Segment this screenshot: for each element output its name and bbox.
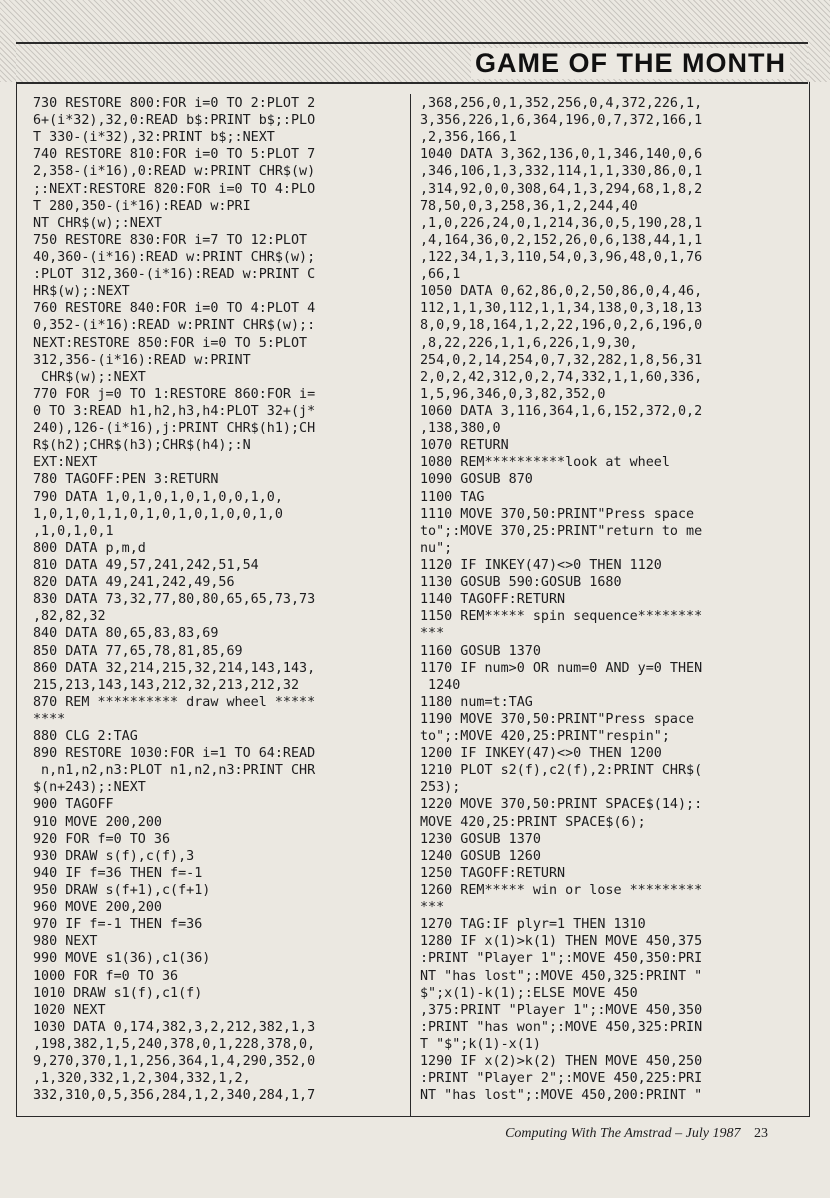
code-line: $";x(1)-k(1);:ELSE MOVE 450 [420, 985, 638, 1001]
code-line: 850 DATA 77,65,78,81,85,69 [33, 643, 243, 659]
code-line: 1180 num=t:TAG [420, 694, 533, 710]
code-line: 1170 IF num>0 OR num=0 AND y=0 THEN [420, 660, 703, 676]
code-line: 760 RESTORE 840:FOR i=0 TO 4:PLOT 4 [33, 301, 316, 317]
code-line: 750 RESTORE 830:FOR i=7 TO 12:PLOT [33, 232, 308, 248]
code-line: ,346,106,1,3,332,114,1,1,330,86,0,1 [420, 164, 703, 180]
code-line: 870 REM ********** draw wheel ***** [33, 694, 316, 710]
code-line: 8,0,9,18,164,1,2,22,196,0,2,6,196,0 [420, 318, 703, 334]
code-line: NT CHR$(w);:NEXT [33, 215, 162, 231]
code-line: 40,360-(i*16):READ w:PRINT CHR$(w); [33, 249, 316, 265]
listing-left-column [33, 95, 417, 1113]
code-line: 1,5,96,346,0,3,82,352,0 [420, 386, 606, 402]
code-line: 1240 [420, 677, 461, 693]
code-line: 1230 GOSUB 1370 [420, 831, 541, 847]
code-line: 830 DATA 73,32,77,80,80,65,65,73,73 [33, 592, 316, 608]
code-line: ,1,0,226,24,0,1,214,36,0,5,190,28,1 [420, 215, 703, 231]
publication-credit: Computing With The Amstrad – July 1987 [505, 1126, 741, 1141]
code-line: MOVE 420,25:PRINT SPACE$(6); [420, 814, 646, 830]
code-line: 730 RESTORE 800:FOR i=0 TO 2:PLOT 2 [33, 96, 316, 111]
code-line: 770 FOR j=0 TO 1:RESTORE 860:FOR i= [33, 386, 316, 402]
code-line: ;:NEXT:RESTORE 820:FOR i=0 TO 4:PLO [33, 181, 316, 197]
code-line: 1080 REM**********look at wheel [420, 455, 670, 471]
code-line: 1060 DATA 3,116,364,1,6,152,372,0,2 [420, 403, 703, 419]
code-line: 1140 TAGOFF:RETURN [420, 592, 566, 608]
code-line: 3,356,226,1,6,364,196,0,7,372,166,1 [420, 113, 703, 129]
code-line: 820 DATA 49,241,242,49,56 [33, 575, 235, 591]
section-title: GAME OF THE MONTH [471, 48, 790, 79]
code-line: :PLOT 312,360-(i*16):READ w:PRINT C [33, 267, 316, 283]
code-line: 940 IF f=36 THEN f=-1 [33, 865, 203, 881]
code-line: T 330-(i*32),32:PRINT b$;:NEXT [33, 130, 275, 146]
code-line: 970 IF f=-1 THEN f=36 [33, 917, 203, 933]
code-line: 1220 MOVE 370,50:PRINT SPACE$(14);: [420, 797, 703, 813]
code-line: 1280 IF x(1)>k(1) THEN MOVE 450,375 [420, 934, 703, 950]
code-line: T "$";k(1)-x(1) [420, 1037, 541, 1053]
code-line: ,4,164,36,0,2,152,26,0,6,138,44,1,1 [420, 232, 703, 248]
code-line: 215,213,143,143,212,32,213,212,32 [33, 677, 300, 693]
code-line: ,122,34,1,3,110,54,0,3,96,48,0,1,76 [420, 249, 703, 265]
code-line: 1270 TAG:IF plyr=1 THEN 1310 [420, 917, 646, 933]
code-line: 1090 GOSUB 870 [420, 472, 533, 488]
code-line: ,138,380,0 [420, 421, 501, 437]
code-line: 980 NEXT [33, 934, 98, 950]
code-line: 900 TAGOFF [33, 797, 114, 813]
code-line: 860 DATA 32,214,215,32,214,143,143, [33, 660, 316, 676]
code-line: 0,352-(i*16):READ w:PRINT CHR$(w);: [33, 318, 316, 334]
code-line: 1240 GOSUB 1260 [420, 848, 541, 864]
code-line: 253); [420, 780, 461, 796]
code-line: *** [420, 626, 445, 642]
code-line: ,1,0,1,0,1 [33, 523, 114, 539]
code-line: 890 RESTORE 1030:FOR i=1 TO 64:READ [33, 746, 316, 762]
page-number: 23 [754, 1126, 768, 1141]
code-line: 950 DRAW s(f+1),c(f+1) [33, 883, 211, 899]
code-line: 2,0,2,42,312,0,2,74,332,1,1,60,336, [420, 369, 703, 385]
code-line: n,n1,n2,n3:PLOT n1,n2,n3:PRINT CHR [33, 763, 316, 779]
code-line: *** [420, 900, 445, 916]
code-line: ,82,82,32 [33, 609, 106, 625]
code-line: 1120 IF INKEY(47)<>0 THEN 1120 [420, 557, 662, 573]
code-line: 78,50,0,3,258,36,1,2,244,40 [420, 198, 638, 214]
code-line: 1100 TAG [420, 489, 485, 505]
code-line: 2,358-(i*16),0:READ w:PRINT CHR$(w) [33, 164, 316, 180]
code-line: 740 RESTORE 810:FOR i=0 TO 5:PLOT 7 [33, 147, 316, 163]
code-line: T 280,350-(i*16):READ w:PRI [33, 198, 251, 214]
code-line: ,66,1 [420, 267, 461, 283]
code-line: 880 CLG 2:TAG [33, 729, 138, 745]
code-line: 1210 PLOT s2(f),c2(f),2:PRINT CHR$( [420, 763, 703, 779]
code-line: 1010 DRAW s1(f),c1(f) [33, 985, 203, 1001]
listing-right-column [420, 95, 804, 1113]
code-line: ,314,92,0,0,308,64,1,3,294,68,1,8,2 [420, 181, 703, 197]
code-line: 1020 NEXT [33, 1002, 106, 1018]
code-line: 920 FOR f=0 TO 36 [33, 831, 171, 847]
code-line: 0 TO 3:READ h1,h2,h3,h4:PLOT 32+(j* [33, 403, 316, 419]
code-line: 1200 IF INKEY(47)<>0 THEN 1200 [420, 746, 662, 762]
code-line: ,1,320,332,1,2,304,332,1,2, [33, 1071, 251, 1087]
code-line: nu"; [420, 540, 453, 556]
section-header [16, 42, 808, 84]
code-line: ,375:PRINT "Player 1";:MOVE 450,350 [420, 1002, 703, 1018]
code-line: ,2,356,166,1 [420, 130, 517, 146]
code-line: 960 MOVE 200,200 [33, 900, 162, 916]
code-line: NT "has lost";:MOVE 450,200:PRINT " [420, 1088, 703, 1104]
code-line: 910 MOVE 200,200 [33, 814, 162, 830]
code-line: 6+(i*32),32,0:READ b$:PRINT b$;:PLO [33, 113, 316, 129]
code-line: 254,0,2,14,254,0,7,32,282,1,8,56,31 [420, 352, 703, 368]
code-line: 1110 MOVE 370,50:PRINT"Press space [420, 506, 695, 522]
code-line: CHR$(w);:NEXT [33, 369, 146, 385]
code-line: 1190 MOVE 370,50:PRINT"Press space [420, 711, 695, 727]
code-line: ,198,382,1,5,240,378,0,1,228,378,0, [33, 1037, 316, 1053]
code-line: to";:MOVE 370,25:PRINT"return to me [420, 523, 703, 539]
code-line: R$(h2);CHR$(h3);CHR$(h4);:N [33, 438, 251, 454]
code-line: HR$(w);:NEXT [33, 284, 130, 300]
code-line: 1,0,1,0,1,1,0,1,0,1,0,1,0,0,1,0 [33, 506, 283, 522]
code-line: 312,356-(i*16):READ w:PRINT [33, 352, 251, 368]
code-line: 1040 DATA 3,362,136,0,1,346,140,0,6 [420, 147, 703, 163]
code-line: ,8,22,226,1,1,6,226,1,9,30, [420, 335, 638, 351]
code-line: 780 TAGOFF:PEN 3:RETURN [33, 472, 219, 488]
code-line: 1160 GOSUB 1370 [420, 643, 541, 659]
code-line: 1150 REM***** spin sequence******** [420, 609, 703, 625]
code-line: 1290 IF x(2)>k(2) THEN MOVE 450,250 [420, 1054, 703, 1070]
code-line: ,368,256,0,1,352,256,0,4,372,226,1, [420, 96, 703, 111]
code-line: 1000 FOR f=0 TO 36 [33, 968, 179, 984]
code-line: EXT:NEXT [33, 455, 98, 471]
page-footer [505, 1126, 768, 1142]
code-line: $(n+243);:NEXT [33, 780, 146, 796]
code-line: 112,1,1,30,112,1,1,34,138,0,3,18,13 [420, 301, 703, 317]
code-line: :PRINT "Player 2";:MOVE 450,225:PRI [420, 1071, 703, 1087]
code-line: 840 DATA 80,65,83,83,69 [33, 626, 219, 642]
code-line: 810 DATA 49,57,241,242,51,54 [33, 557, 259, 573]
code-line: 1260 REM***** win or lose ********* [420, 883, 703, 899]
code-line: 1030 DATA 0,174,382,3,2,212,382,1,3 [33, 1019, 316, 1035]
code-line: 1050 DATA 0,62,86,0,2,50,86,0,4,46, [420, 284, 703, 300]
code-line: 240),126-(i*16),j:PRINT CHR$(h1);CH [33, 421, 316, 437]
code-line: 800 DATA p,m,d [33, 540, 146, 556]
code-line: :PRINT "has won";:MOVE 450,325:PRIN [420, 1019, 703, 1035]
code-line: 1250 TAGOFF:RETURN [420, 865, 566, 881]
code-line: 930 DRAW s(f),c(f),3 [33, 848, 195, 864]
code-line: 332,310,0,5,356,284,1,2,340,284,1,7 [33, 1088, 316, 1104]
code-line: 1130 GOSUB 590:GOSUB 1680 [420, 575, 622, 591]
code-line: NEXT:RESTORE 850:FOR i=0 TO 5:PLOT [33, 335, 308, 351]
code-line: :PRINT "Player 1";:MOVE 450,350:PRI [420, 951, 703, 967]
code-line: **** [33, 711, 66, 727]
code-line: 9,270,370,1,1,256,364,1,4,290,352,0 [33, 1054, 316, 1070]
code-line: 790 DATA 1,0,1,0,1,0,1,0,0,1,0, [33, 489, 283, 505]
code-line: NT "has lost";:MOVE 450,325:PRINT " [420, 968, 703, 984]
code-line: 1070 RETURN [420, 438, 509, 454]
code-line: to";:MOVE 420,25:PRINT"respin"; [420, 729, 670, 745]
code-line: 990 MOVE s1(36),c1(36) [33, 951, 211, 967]
